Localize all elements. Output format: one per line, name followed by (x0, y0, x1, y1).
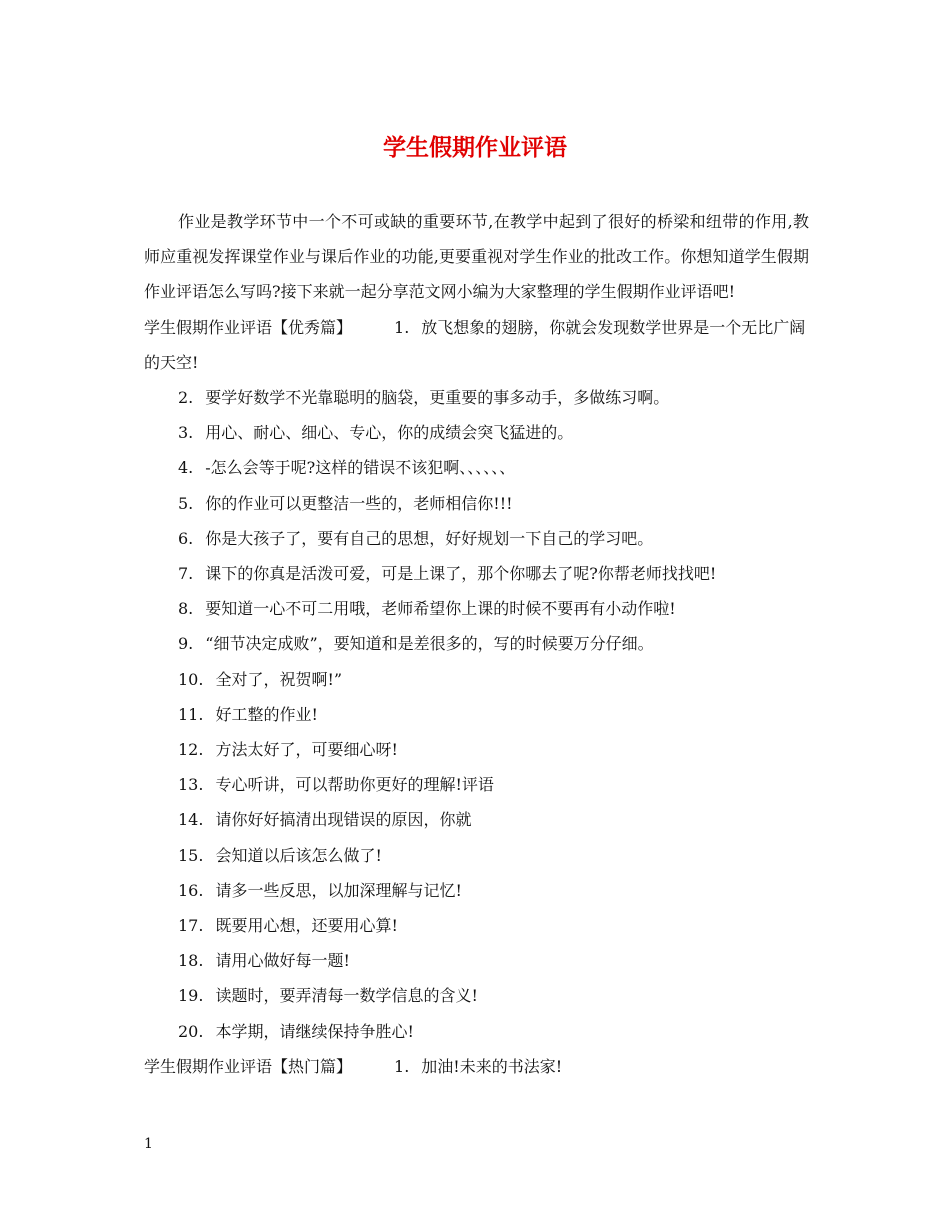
list-item (144, 1014, 809, 1049)
list-item (144, 626, 809, 661)
list-item (144, 450, 809, 485)
list-item (144, 521, 809, 556)
item-number: 13. (178, 775, 204, 795)
item-text: 好工整的作业! (215, 704, 318, 724)
section-title: 学生假期作业评语【热门篇】 (144, 1056, 353, 1076)
item-text: 请用心做好每一题! (215, 951, 350, 971)
list-item (144, 662, 809, 697)
list-item (144, 767, 809, 802)
item-text: 本学期，请继续保持争胜心! (215, 1021, 414, 1041)
item-number: 1. (394, 1056, 410, 1076)
item-text: 你的作业可以更整洁一些的，老师相信你!!! (205, 493, 513, 513)
list-item (144, 732, 809, 767)
item-number: 12. (178, 740, 204, 760)
item-number: 5. (178, 493, 194, 513)
item-number: 14. (178, 810, 204, 830)
item-number: 15. (178, 845, 204, 865)
intro-paragraph: 作业是教学环节中一个不可或缺的重要环节,在教学中起到了很好的桥梁和纽带的作用,教师应重视发挥课堂作业与课后作业的功能,更要重视对学生作业的批改工作。你想知道学生假期作业评语怎么写吗?接下来就一起分享范文网小编为大家整理的学生假期作业评语吧! (144, 212, 809, 302)
list-item (144, 802, 809, 837)
item-number: 2. (178, 388, 194, 408)
item-number: 1. (394, 317, 410, 337)
section-title: 学生假期作业评语【优秀篇】 (144, 317, 353, 337)
item-number: 19. (178, 986, 204, 1006)
list-item (144, 838, 809, 873)
item-number: 18. (178, 951, 204, 971)
item-text: 用心、耐心、细心、专心，你的成绩会突飞猛进的。 (205, 423, 574, 443)
item-text: 读题时，要弄清每一数学信息的含义! (215, 986, 478, 1006)
item-text: 专心听讲，可以帮助你更好的理解!评语 (215, 775, 494, 795)
item-number: 9. (178, 634, 194, 654)
section-heading-popular (144, 1049, 809, 1084)
item-text: 要学好数学不光靠聪明的脑袋，更重要的事多动手，多做练习啊。 (205, 388, 670, 408)
item-number: 6. (178, 528, 194, 548)
document-body (144, 204, 809, 1084)
list-item (144, 943, 809, 978)
section-heading-excellent (144, 310, 809, 380)
item-text: 会知道以后该怎么做了! (215, 845, 382, 865)
item-number: 4. (178, 458, 194, 478)
item-number: 20. (178, 1021, 204, 1041)
item-text: 既要用心想，还要用心算! (215, 916, 398, 936)
item-text: 全对了，祝贺啊!” (215, 669, 343, 689)
item-text: 请多一些反思，以加深理解与记忆! (215, 880, 462, 900)
item-number: 10. (178, 669, 204, 689)
item-number: 16. (178, 880, 204, 900)
item-number: 11. (178, 704, 204, 724)
page-number: 1 (144, 1136, 153, 1152)
comment-list (144, 380, 809, 1049)
item-text: “细节决定成败”，要知道和是差很多的，写的时候要万分仔细。 (205, 634, 654, 654)
list-item (144, 380, 809, 415)
item-text: 你是大孩子了，要有自己的思想，好好规划一下自己的学习吧。 (205, 528, 654, 548)
list-item (144, 978, 809, 1013)
list-item (144, 873, 809, 908)
list-item (144, 697, 809, 732)
item-text: -怎么会等于呢?这样的错误不该犯啊、、、、、、 (205, 458, 516, 478)
item-text: 课下的你真是活泼可爱，可是上课了，那个你哪去了呢?你帮老师找找吧! (205, 564, 717, 584)
item-text: 请你好好搞清出现错误的原因，你就 (215, 810, 472, 830)
list-item (144, 415, 809, 450)
item-number: 7. (178, 564, 194, 584)
item-number: 8. (178, 599, 194, 619)
item-text: 方法太好了，可要细心呀! (215, 740, 398, 760)
item-text: 加油!未来的书法家! (421, 1056, 563, 1076)
page-title: 学生假期作业评语 (383, 135, 567, 161)
list-item (144, 486, 809, 521)
list-item (144, 556, 809, 591)
item-text: 要知道一心不可二用哦，老师希望你上课的时候不要再有小动作啦! (205, 599, 676, 619)
item-number: 17. (178, 916, 204, 936)
item-number: 3. (178, 423, 194, 443)
item-text: 放飞想象的翅膀，你就会发现数学世界是一个无比广阔的天空! (144, 317, 806, 372)
list-item (144, 908, 809, 943)
list-item (144, 591, 809, 626)
